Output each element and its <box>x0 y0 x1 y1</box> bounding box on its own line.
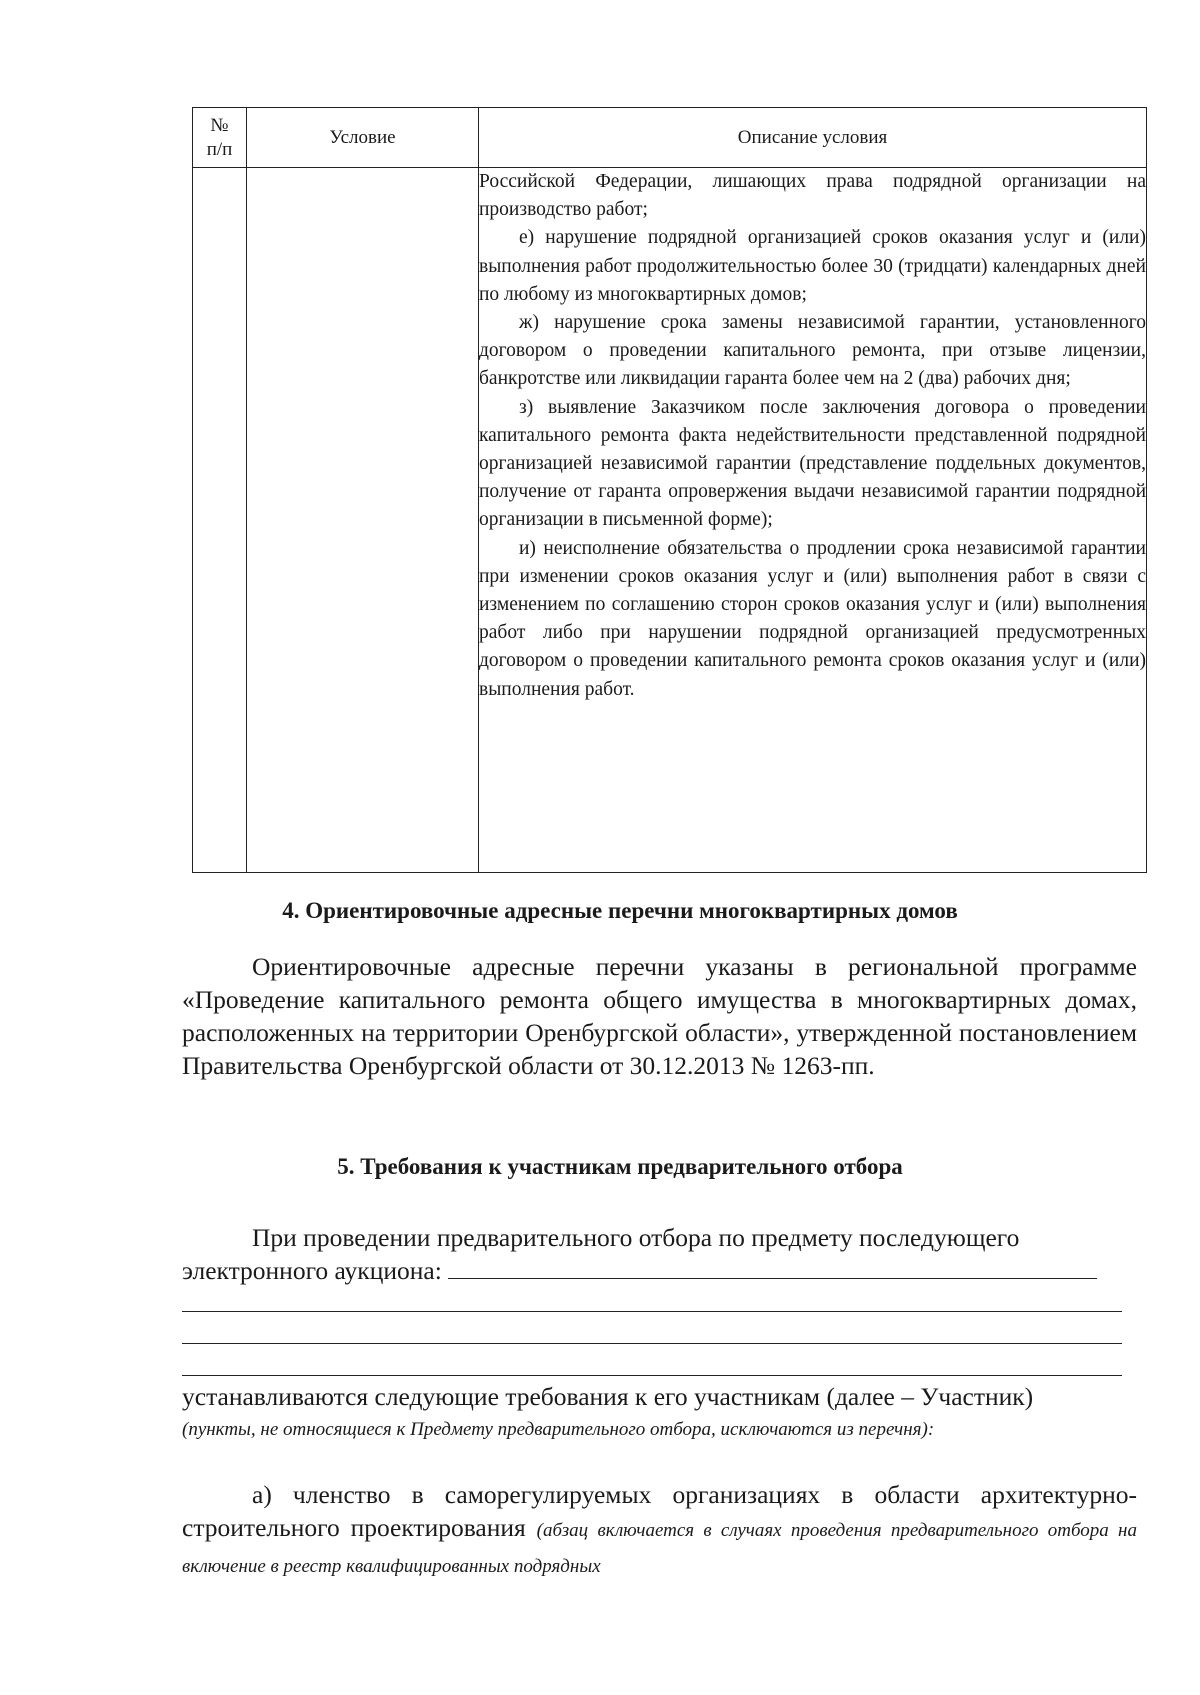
conditions-table <box>192 107 1147 873</box>
exclusion-note: (пункты, не относящиеся к Предмету предварительного отбора, исключаются из перечня): <box>182 1419 935 1440</box>
table-header-row <box>193 108 1147 168</box>
section4-paragraph: Ориентировочные адресные перечни указаны в региональной программе «Проведение капитального ремонта общего имущества в многоквартирных домах, расположенных на территории Оренбургской области», утвержденной постановлением Правительства Оренбургской области от 30.12.2013 № 1263-пп. <box>182 952 1137 1080</box>
description-paragraph: ж) нарушение срока замены независимой гарантии, установленного договором о проведении капитального ремонта, при отзыве лицензии, банкротстве или ликвидации гаранта более чем на 2 (два) рабочих дня; <box>479 312 1146 390</box>
cell-number <box>193 168 247 873</box>
fill-in-line <box>182 1375 1122 1376</box>
item-a-text: а) членство в саморегулируемых организациях в области архитектурно-строительного проектирования <box>182 1480 1137 1542</box>
item-a-note: (абзац включается в случаях проведения предварительного отбора на включение в реестр квалифицированных подрядных <box>182 1520 1137 1577</box>
header-number-abbr: п/п <box>206 138 233 160</box>
header-number <box>193 108 247 168</box>
header-number-symbol: № <box>210 114 229 136</box>
section5-intro-line1: При проведении предварительного отбора по предмету последующего <box>252 1223 1020 1252</box>
section5-heading: 5. Требования к участникам предварительного отбора <box>337 1154 903 1179</box>
cell-condition <box>247 168 479 873</box>
item-a-paragraph <box>182 1478 1137 1583</box>
description-paragraph: з) выявление Заказчиком после заключения договора о проведении капитального ремонта факта недействительности представленной подрядной организацией независимой гарантии (представление поддельных документов, получение от гаранта опровержения выдачи независимой гарантии подрядной организации в письменной форме); <box>479 396 1146 531</box>
description-paragraph: Российской Федерации, лишающих права подрядной организации на производство работ; <box>479 171 1146 221</box>
section4-heading: 4. Ориентировочные адресные перечни многоквартирных домов <box>282 898 958 923</box>
fill-in-line <box>182 1343 1122 1344</box>
description-paragraph: е) нарушение подрядной организацией сроков оказания услуг и (или) выполнения работ продолжительностью более 30 (тридцати) календарных дней по любому из многоквартирных домов; <box>479 227 1146 305</box>
description-paragraph: и) неисполнение обязательства о продлении срока независимой гарантии при изменении сроков оказания услуг и (или) выполнения работ в связи с изменением по соглашению сторон сроков оказания услуг и (или) выполнения работ либо при нарушении подрядной организацией предусмотренных договором о проведении капитального ремонта сроков оказания услуг и (или) выполнения работ. <box>479 537 1146 700</box>
header-condition: Условие <box>247 108 479 168</box>
intro-line2-text: электронного аукциона: <box>182 1256 442 1285</box>
header-description: Описание условия <box>479 108 1147 168</box>
table-row <box>193 168 1147 873</box>
requirements-line: устанавливаются следующие требования к его участникам (далее – Участник) <box>182 1382 1034 1411</box>
cell-description <box>479 168 1147 873</box>
section5-intro-line2 <box>182 1254 1137 1287</box>
fill-in-line <box>448 1254 1097 1279</box>
fill-in-line <box>182 1311 1122 1312</box>
